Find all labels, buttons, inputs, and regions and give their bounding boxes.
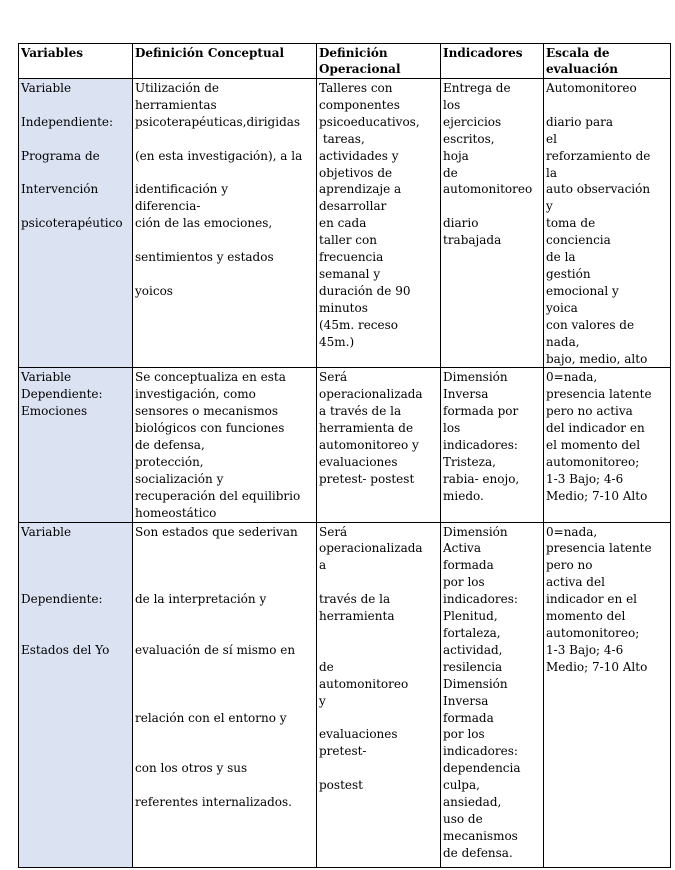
cell-conceptual: Se conceptualiza en esta investigación, como sensores o mecanismos biológicos con funciones de defensa, protección, socialización y recuperación del equilibrio homeostático xyxy=(133,368,317,522)
operationalization-table xyxy=(18,43,671,868)
header-evaluation-scale: Escala de evaluación xyxy=(544,44,671,79)
cell-indicators: Dimensión Activa formada por los indicadores: Plenitud, fortaleza, actividad, resilencia Dimensión Inversa formada por los indicadores: dependencia culpa, ansiedad, uso de mecanismos de defensa. xyxy=(441,522,544,867)
cell-conceptual: Son estados que sederivan de la interpretación y evaluación de sí mismo en relación con el entorno y con los otros y sus referentes internalizados. xyxy=(133,522,317,867)
header-conceptual-definition: Definición Conceptual xyxy=(133,44,317,79)
table-row xyxy=(19,368,671,522)
cell-operational: Talleres con componentes psicoeducativos, tareas, actividades y objetivos de aprendizaje a desarrollar en cada taller con frecuencia semanal y duración de 90 minutos (45m. receso 45m.) xyxy=(317,79,441,368)
cell-scale: 0=nada, presencia latente pero no activa del indicador en el momento del automonitoreo; 1-3 Bajo; 4-6 Medio; 7-10 Alto xyxy=(544,522,671,867)
header-variables: Variables xyxy=(19,44,133,79)
header-indicators: Indicadores xyxy=(441,44,544,79)
cell-scale: 0=nada, presencia latente pero no activa del indicador en el momento del automonitoreo; 1-3 Bajo; 4-6 Medio; 7-10 Alto xyxy=(544,368,671,522)
cell-variable: Variable Independiente: Programa de Intervención psicoterapéutico xyxy=(19,79,133,368)
cell-conceptual: Utilización de herramientas psicoterapéuticas,dirigidas (en esta investigación), a la identificación y diferencia- ción de las emociones, sentimientos y estados yoicos xyxy=(133,79,317,368)
cell-operational: Será operacionalizada a través de la herramienta de automonitoreo y evaluaciones pretest- postest xyxy=(317,368,441,522)
table-row xyxy=(19,79,671,368)
header-row xyxy=(19,44,671,79)
header-operational-definition: Definición Operacional xyxy=(317,44,441,79)
cell-indicators: Entrega de los ejercicios escritos, hoja de automonitoreo diario trabajada xyxy=(441,79,544,368)
cell-variable: Variable Dependiente: Emociones xyxy=(19,368,133,522)
cell-variable: Variable Dependiente: Estados del Yo xyxy=(19,522,133,867)
table-row xyxy=(19,522,671,867)
cell-indicators: Dimensión Inversa formada por los indicadores: Tristeza, rabia- enojo, miedo. xyxy=(441,368,544,522)
cell-scale: Automonitoreo diario para el reforzamiento de la auto observación y toma de conciencia de la gestión emocional y yoica con valores de nada, bajo, medio, alto xyxy=(544,79,671,368)
cell-operational: Será operacionalizada a través de la herramienta de automonitoreo y evaluaciones pretest- postest xyxy=(317,522,441,867)
